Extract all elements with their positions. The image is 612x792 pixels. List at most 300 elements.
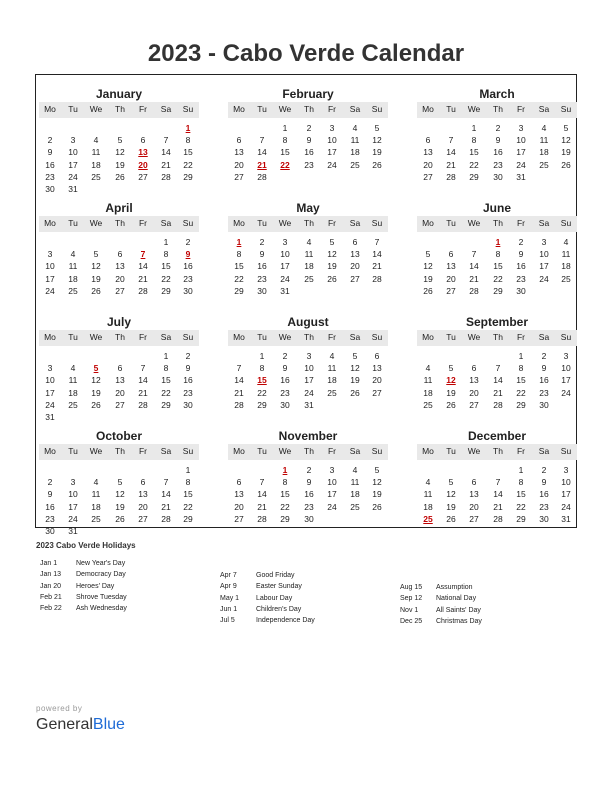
day-cell: 17 — [304, 375, 314, 386]
weekday-label: Fr — [516, 332, 526, 342]
day-cell: 20 — [469, 387, 479, 398]
month-name: February — [282, 87, 334, 101]
day-cell: 15 — [493, 261, 503, 272]
day-cell: 14 — [161, 489, 171, 500]
weekday-header — [228, 444, 388, 460]
weekday-label: We — [467, 446, 481, 456]
day-cell: 9 — [306, 477, 312, 488]
day-cell: 18 — [539, 147, 549, 158]
day-cell: 10 — [539, 249, 549, 260]
day-cell: 24 — [68, 171, 78, 182]
day-cell: 8 — [471, 135, 477, 146]
weekday-label: Sa — [538, 104, 550, 114]
day-cell: 27 — [469, 513, 479, 524]
day-cell: 7 — [140, 363, 146, 374]
day-cell: 12 — [350, 363, 360, 374]
day-cell: 3 — [70, 135, 76, 146]
month-name: June — [482, 201, 511, 215]
holiday-name: Christmas Day — [436, 617, 482, 625]
day-cell: 7 — [495, 477, 501, 488]
day-cell: 5 — [352, 351, 358, 361]
day-cell: 22 — [493, 273, 503, 284]
weekday-label: Tu — [257, 332, 267, 342]
weekday-label: Fr — [138, 332, 148, 342]
month-october — [39, 420, 199, 536]
weekday-label: Mo — [44, 332, 56, 342]
weekday-label: Th — [493, 104, 503, 114]
day-cell: 27 — [372, 387, 382, 398]
day-cell: 23 — [280, 387, 290, 398]
day-cell: 2 — [495, 123, 501, 133]
day-cell: 12 — [372, 135, 382, 146]
weekday-label: We — [467, 218, 481, 228]
day-cell: 12 — [327, 249, 337, 260]
weekday-label: Sa — [349, 218, 361, 228]
day-cell: 31 — [280, 285, 290, 296]
day-cell: 13 — [446, 261, 456, 272]
day-cell: 30 — [45, 184, 55, 194]
day-cell: 17 — [516, 147, 526, 158]
month-name: October — [95, 429, 142, 443]
day-cell: 19 — [350, 375, 360, 386]
day-cell: 30 — [257, 285, 267, 296]
day-cell: 29 — [257, 399, 267, 410]
weekday-label: Tu — [446, 218, 456, 228]
holiday-date: 1 — [495, 237, 501, 247]
day-cell: 22 — [516, 387, 526, 398]
day-cell: 1 — [163, 237, 169, 247]
weekday-header — [417, 444, 577, 460]
day-cell: 4 — [93, 135, 99, 146]
weekday-label: Mo — [233, 218, 245, 228]
month-january — [39, 78, 199, 194]
day-cell: 4 — [563, 237, 569, 247]
weekday-label: We — [278, 218, 292, 228]
day-cell: 23 — [183, 273, 193, 284]
day-cell: 24 — [280, 273, 290, 284]
day-cell: 25 — [91, 171, 101, 182]
day-cell: 29 — [161, 285, 171, 296]
weekday-label: Th — [115, 218, 125, 228]
day-cell: 25 — [350, 159, 360, 170]
month-september — [417, 306, 577, 419]
weekday-label: Su — [560, 446, 572, 456]
weekday-label: We — [278, 446, 292, 456]
day-cell: 2 — [282, 351, 288, 361]
day-cell: 20 — [115, 387, 125, 398]
day-cell: 8 — [518, 477, 524, 488]
day-cell: 17 — [561, 489, 571, 500]
day-cell: 28 — [161, 513, 171, 524]
month-july — [39, 306, 199, 422]
month-name: May — [296, 201, 320, 215]
weekday-label: Fr — [327, 104, 337, 114]
day-cell: 15 — [183, 147, 193, 158]
holiday-date-label: Apr 7 — [220, 572, 237, 579]
day-cell: 27 — [423, 171, 433, 182]
day-cell: 23 — [45, 171, 55, 182]
day-cell: 27 — [234, 513, 244, 524]
day-cell: 19 — [115, 501, 125, 512]
weekday-label: Tu — [68, 104, 78, 114]
weekday-header — [417, 102, 577, 118]
day-cell: 13 — [350, 249, 360, 260]
day-cell: 30 — [516, 285, 526, 296]
day-cell: 12 — [561, 135, 571, 146]
day-cell: 3 — [563, 351, 569, 361]
weekday-header — [417, 330, 577, 346]
weekday-label: Fr — [327, 218, 337, 228]
day-cell: 29 — [161, 399, 171, 410]
day-cell: 9 — [541, 363, 547, 374]
day-cell: 17 — [561, 375, 571, 386]
weekday-label: Th — [115, 104, 125, 114]
day-cell: 5 — [374, 123, 380, 133]
weekday-label: Th — [304, 332, 314, 342]
weekday-label: We — [467, 332, 481, 342]
day-cell: 23 — [516, 273, 526, 284]
weekday-label: Mo — [44, 218, 56, 228]
day-cell: 17 — [45, 273, 55, 284]
day-cell: 4 — [306, 237, 312, 247]
day-cell: 13 — [115, 261, 125, 272]
day-cell: 11 — [68, 261, 78, 272]
day-cell: 13 — [423, 147, 433, 158]
day-cell: 23 — [45, 513, 55, 524]
day-cell: 28 — [257, 513, 267, 524]
brand-blue-text: Blue — [92, 716, 125, 733]
day-cell: 3 — [518, 123, 524, 133]
weekday-label: Su — [371, 218, 383, 228]
weekday-label: Sa — [160, 218, 172, 228]
weekday-label: Tu — [446, 104, 456, 114]
day-cell: 3 — [563, 465, 569, 475]
day-cell: 21 — [493, 501, 503, 512]
day-cell: 15 — [234, 261, 244, 272]
month-name: April — [105, 201, 133, 215]
weekday-header — [228, 216, 388, 232]
day-cell: 28 — [234, 399, 244, 410]
day-cell: 27 — [138, 171, 148, 182]
day-cell: 20 — [350, 261, 360, 272]
day-cell: 10 — [327, 477, 337, 488]
holidays-title: 2023 Cabo Verde Holidays — [36, 541, 136, 550]
weekday-label: Sa — [349, 446, 361, 456]
weekday-header — [39, 330, 199, 346]
day-cell: 12 — [372, 477, 382, 488]
day-cell: 8 — [282, 135, 288, 146]
day-cell: 9 — [47, 147, 53, 158]
day-cell: 16 — [183, 375, 193, 386]
day-cell: 3 — [47, 363, 53, 374]
day-cell: 9 — [306, 135, 312, 146]
day-cell: 28 — [493, 513, 503, 524]
day-cell: 22 — [183, 159, 193, 170]
day-cell: 24 — [561, 387, 571, 398]
day-cell: 14 — [138, 375, 148, 386]
day-cell: 4 — [425, 363, 431, 374]
day-cell: 6 — [374, 351, 380, 361]
weekday-label: Sa — [538, 446, 550, 456]
holiday-date-label: Sep 12 — [400, 595, 423, 603]
day-cell: 8 — [185, 477, 191, 488]
day-cell: 14 — [372, 249, 382, 260]
day-cell: 31 — [68, 526, 78, 536]
day-cell: 8 — [282, 477, 288, 488]
weekday-label: Sa — [538, 218, 550, 228]
day-cell: 16 — [304, 147, 314, 158]
month-february — [228, 78, 388, 191]
day-cell: 18 — [68, 273, 78, 284]
day-cell: 4 — [352, 465, 358, 475]
weekday-label: Tu — [257, 104, 267, 114]
day-cell: 24 — [561, 501, 571, 512]
day-cell: 15 — [516, 375, 526, 386]
day-cell: 17 — [68, 159, 78, 170]
day-cell: 26 — [561, 159, 571, 170]
holiday-date-label: Nov 1 — [400, 606, 419, 614]
day-cell: 6 — [352, 237, 358, 247]
weekday-header — [228, 102, 388, 118]
day-cell: 18 — [561, 261, 571, 272]
day-cell: 6 — [425, 135, 431, 146]
weekday-label: Th — [115, 446, 125, 456]
month-november — [228, 420, 388, 533]
day-cell: 21 — [446, 159, 456, 170]
holiday-date: 1 — [236, 237, 242, 247]
day-cell: 26 — [115, 513, 125, 524]
day-cell: 18 — [91, 159, 101, 170]
day-cell: 3 — [282, 237, 288, 247]
day-cell: 18 — [350, 147, 360, 158]
holiday-name: All Saints' Day — [436, 606, 481, 614]
day-cell: 31 — [561, 513, 571, 524]
day-cell: 22 — [161, 387, 171, 398]
holiday-date: 13 — [138, 147, 148, 158]
weekday-label: We — [467, 104, 481, 114]
day-cell: 20 — [234, 159, 244, 170]
day-cell: 16 — [516, 261, 526, 272]
weekday-label: Tu — [68, 332, 78, 342]
day-cell: 2 — [185, 351, 191, 361]
weekday-label: Tu — [68, 446, 78, 456]
weekday-label: Th — [493, 218, 503, 228]
day-cell: 21 — [493, 387, 503, 398]
day-cell: 22 — [161, 273, 171, 284]
holiday-date-label: Feb 21 — [40, 593, 62, 601]
day-cell: 16 — [539, 489, 549, 500]
day-cell: 8 — [495, 249, 501, 260]
month-name: December — [467, 429, 527, 443]
day-cell: 27 — [234, 171, 244, 182]
day-cell: 30 — [280, 399, 290, 410]
holiday-date-label: Dec 25 — [400, 617, 423, 625]
day-cell: 17 — [280, 261, 290, 272]
day-cell: 9 — [541, 477, 547, 488]
day-cell: 10 — [68, 489, 78, 500]
day-cell: 30 — [183, 285, 193, 296]
day-cell: 1 — [518, 351, 524, 361]
day-cell: 27 — [469, 399, 479, 410]
day-cell: 7 — [236, 363, 242, 374]
weekday-label: Mo — [233, 446, 245, 456]
weekday-label: Th — [493, 332, 503, 342]
day-cell: 24 — [516, 159, 526, 170]
day-cell: 10 — [304, 363, 314, 374]
day-cell: 6 — [448, 249, 454, 260]
weekday-label: Sa — [160, 446, 172, 456]
day-cell: 30 — [183, 399, 193, 410]
weekday-label: Mo — [422, 218, 434, 228]
day-cell: 19 — [561, 147, 571, 158]
month-august — [228, 306, 388, 419]
day-cell: 11 — [423, 375, 433, 386]
day-cell: 29 — [183, 513, 193, 524]
day-cell: 6 — [471, 363, 477, 374]
day-cell: 9 — [518, 249, 524, 260]
weekday-label: Fr — [516, 104, 526, 114]
day-cell: 28 — [446, 171, 456, 182]
day-cell: 31 — [516, 171, 526, 182]
month-name: March — [479, 87, 515, 101]
weekday-label: Fr — [327, 332, 337, 342]
day-cell: 7 — [471, 249, 477, 260]
day-cell: 8 — [163, 249, 169, 260]
day-cell: 20 — [469, 501, 479, 512]
weekday-label: Su — [371, 104, 383, 114]
day-cell: 6 — [140, 477, 146, 488]
day-cell: 27 — [446, 285, 456, 296]
day-cell: 26 — [115, 171, 125, 182]
day-cell: 15 — [161, 375, 171, 386]
day-cell: 13 — [115, 375, 125, 386]
day-cell: 23 — [493, 159, 503, 170]
day-cell: 23 — [539, 501, 549, 512]
day-cell: 27 — [350, 273, 360, 284]
day-cell: 4 — [70, 363, 76, 374]
day-cell: 26 — [423, 285, 433, 296]
day-cell: 1 — [471, 123, 477, 133]
generalblue-logo[interactable] — [36, 716, 125, 734]
weekday-label: Fr — [138, 446, 148, 456]
day-cell: 11 — [539, 135, 549, 146]
day-cell: 10 — [45, 261, 55, 272]
day-cell: 12 — [115, 147, 125, 158]
holiday-date-label: Jul 5 — [220, 617, 235, 625]
day-cell: 14 — [161, 147, 171, 158]
day-cell: 28 — [257, 171, 267, 182]
day-cell: 2 — [541, 351, 547, 361]
day-cell: 14 — [493, 489, 503, 500]
day-cell: 3 — [47, 249, 53, 260]
weekday-label: Mo — [422, 104, 434, 114]
day-cell: 3 — [306, 351, 312, 361]
weekday-label: We — [89, 446, 103, 456]
weekday-label: Sa — [160, 332, 172, 342]
day-cell: 31 — [304, 399, 314, 410]
day-cell: 17 — [68, 501, 78, 512]
day-cell: 10 — [68, 147, 78, 158]
day-cell: 6 — [117, 363, 123, 374]
day-cell: 14 — [257, 147, 267, 158]
day-cell: 5 — [329, 237, 335, 247]
day-cell: 13 — [372, 363, 382, 374]
day-cell: 15 — [161, 261, 171, 272]
weekday-label: Su — [371, 332, 383, 342]
day-cell: 30 — [493, 171, 503, 182]
day-cell: 7 — [163, 135, 169, 146]
month-name: September — [465, 315, 529, 329]
day-cell: 14 — [493, 375, 503, 386]
weekday-label: Fr — [138, 104, 148, 114]
month-may — [228, 192, 388, 305]
day-cell: 12 — [423, 261, 433, 272]
weekday-label: Su — [182, 446, 194, 456]
weekday-label: Th — [304, 218, 314, 228]
holiday-date-label: Jan 1 — [40, 560, 58, 567]
day-cell: 29 — [516, 399, 526, 410]
day-cell: 5 — [117, 135, 123, 146]
holiday-name: Easter Sunday — [256, 583, 302, 591]
day-cell: 16 — [493, 147, 503, 158]
day-cell: 16 — [45, 501, 55, 512]
day-cell: 24 — [68, 513, 78, 524]
weekday-label: Tu — [68, 218, 78, 228]
day-cell: 19 — [423, 273, 433, 284]
day-cell: 24 — [327, 159, 337, 170]
holiday-name: Independence Day — [256, 617, 315, 625]
day-cell: 16 — [183, 261, 193, 272]
day-cell: 10 — [561, 477, 571, 488]
day-cell: 15 — [280, 489, 290, 500]
day-cell: 5 — [117, 477, 123, 488]
weekday-header — [228, 330, 388, 346]
month-june — [417, 192, 577, 305]
weekday-label: Th — [304, 104, 314, 114]
day-cell: 5 — [563, 123, 569, 133]
day-cell: 5 — [93, 249, 99, 260]
day-cell: 12 — [91, 375, 101, 386]
day-cell: 17 — [45, 387, 55, 398]
day-cell: 14 — [257, 489, 267, 500]
day-cell: 19 — [327, 261, 337, 272]
day-cell: 3 — [329, 465, 335, 475]
holiday-date: 22 — [280, 159, 290, 170]
weekday-label: Th — [304, 446, 314, 456]
holiday-date: 5 — [93, 363, 99, 374]
weekday-label: We — [278, 332, 292, 342]
day-cell: 21 — [372, 261, 382, 272]
day-cell: 2 — [518, 237, 524, 247]
holiday-date-label: Jan 20 — [40, 582, 62, 590]
day-cell: 2 — [47, 135, 53, 146]
day-cell: 23 — [257, 273, 267, 284]
day-cell: 2 — [306, 123, 312, 133]
day-cell: 16 — [539, 375, 549, 386]
weekday-label: Sa — [538, 332, 550, 342]
day-cell: 28 — [372, 273, 382, 284]
day-cell: 19 — [446, 501, 456, 512]
day-cell: 30 — [539, 399, 549, 410]
day-cell: 14 — [446, 147, 456, 158]
day-cell: 15 — [469, 147, 479, 158]
day-cell: 14 — [469, 261, 479, 272]
day-cell: 11 — [327, 363, 337, 374]
weekday-label: Mo — [233, 332, 245, 342]
day-cell: 2 — [541, 465, 547, 475]
holiday-name: Democracy Day — [76, 571, 126, 579]
month-april — [39, 192, 199, 305]
